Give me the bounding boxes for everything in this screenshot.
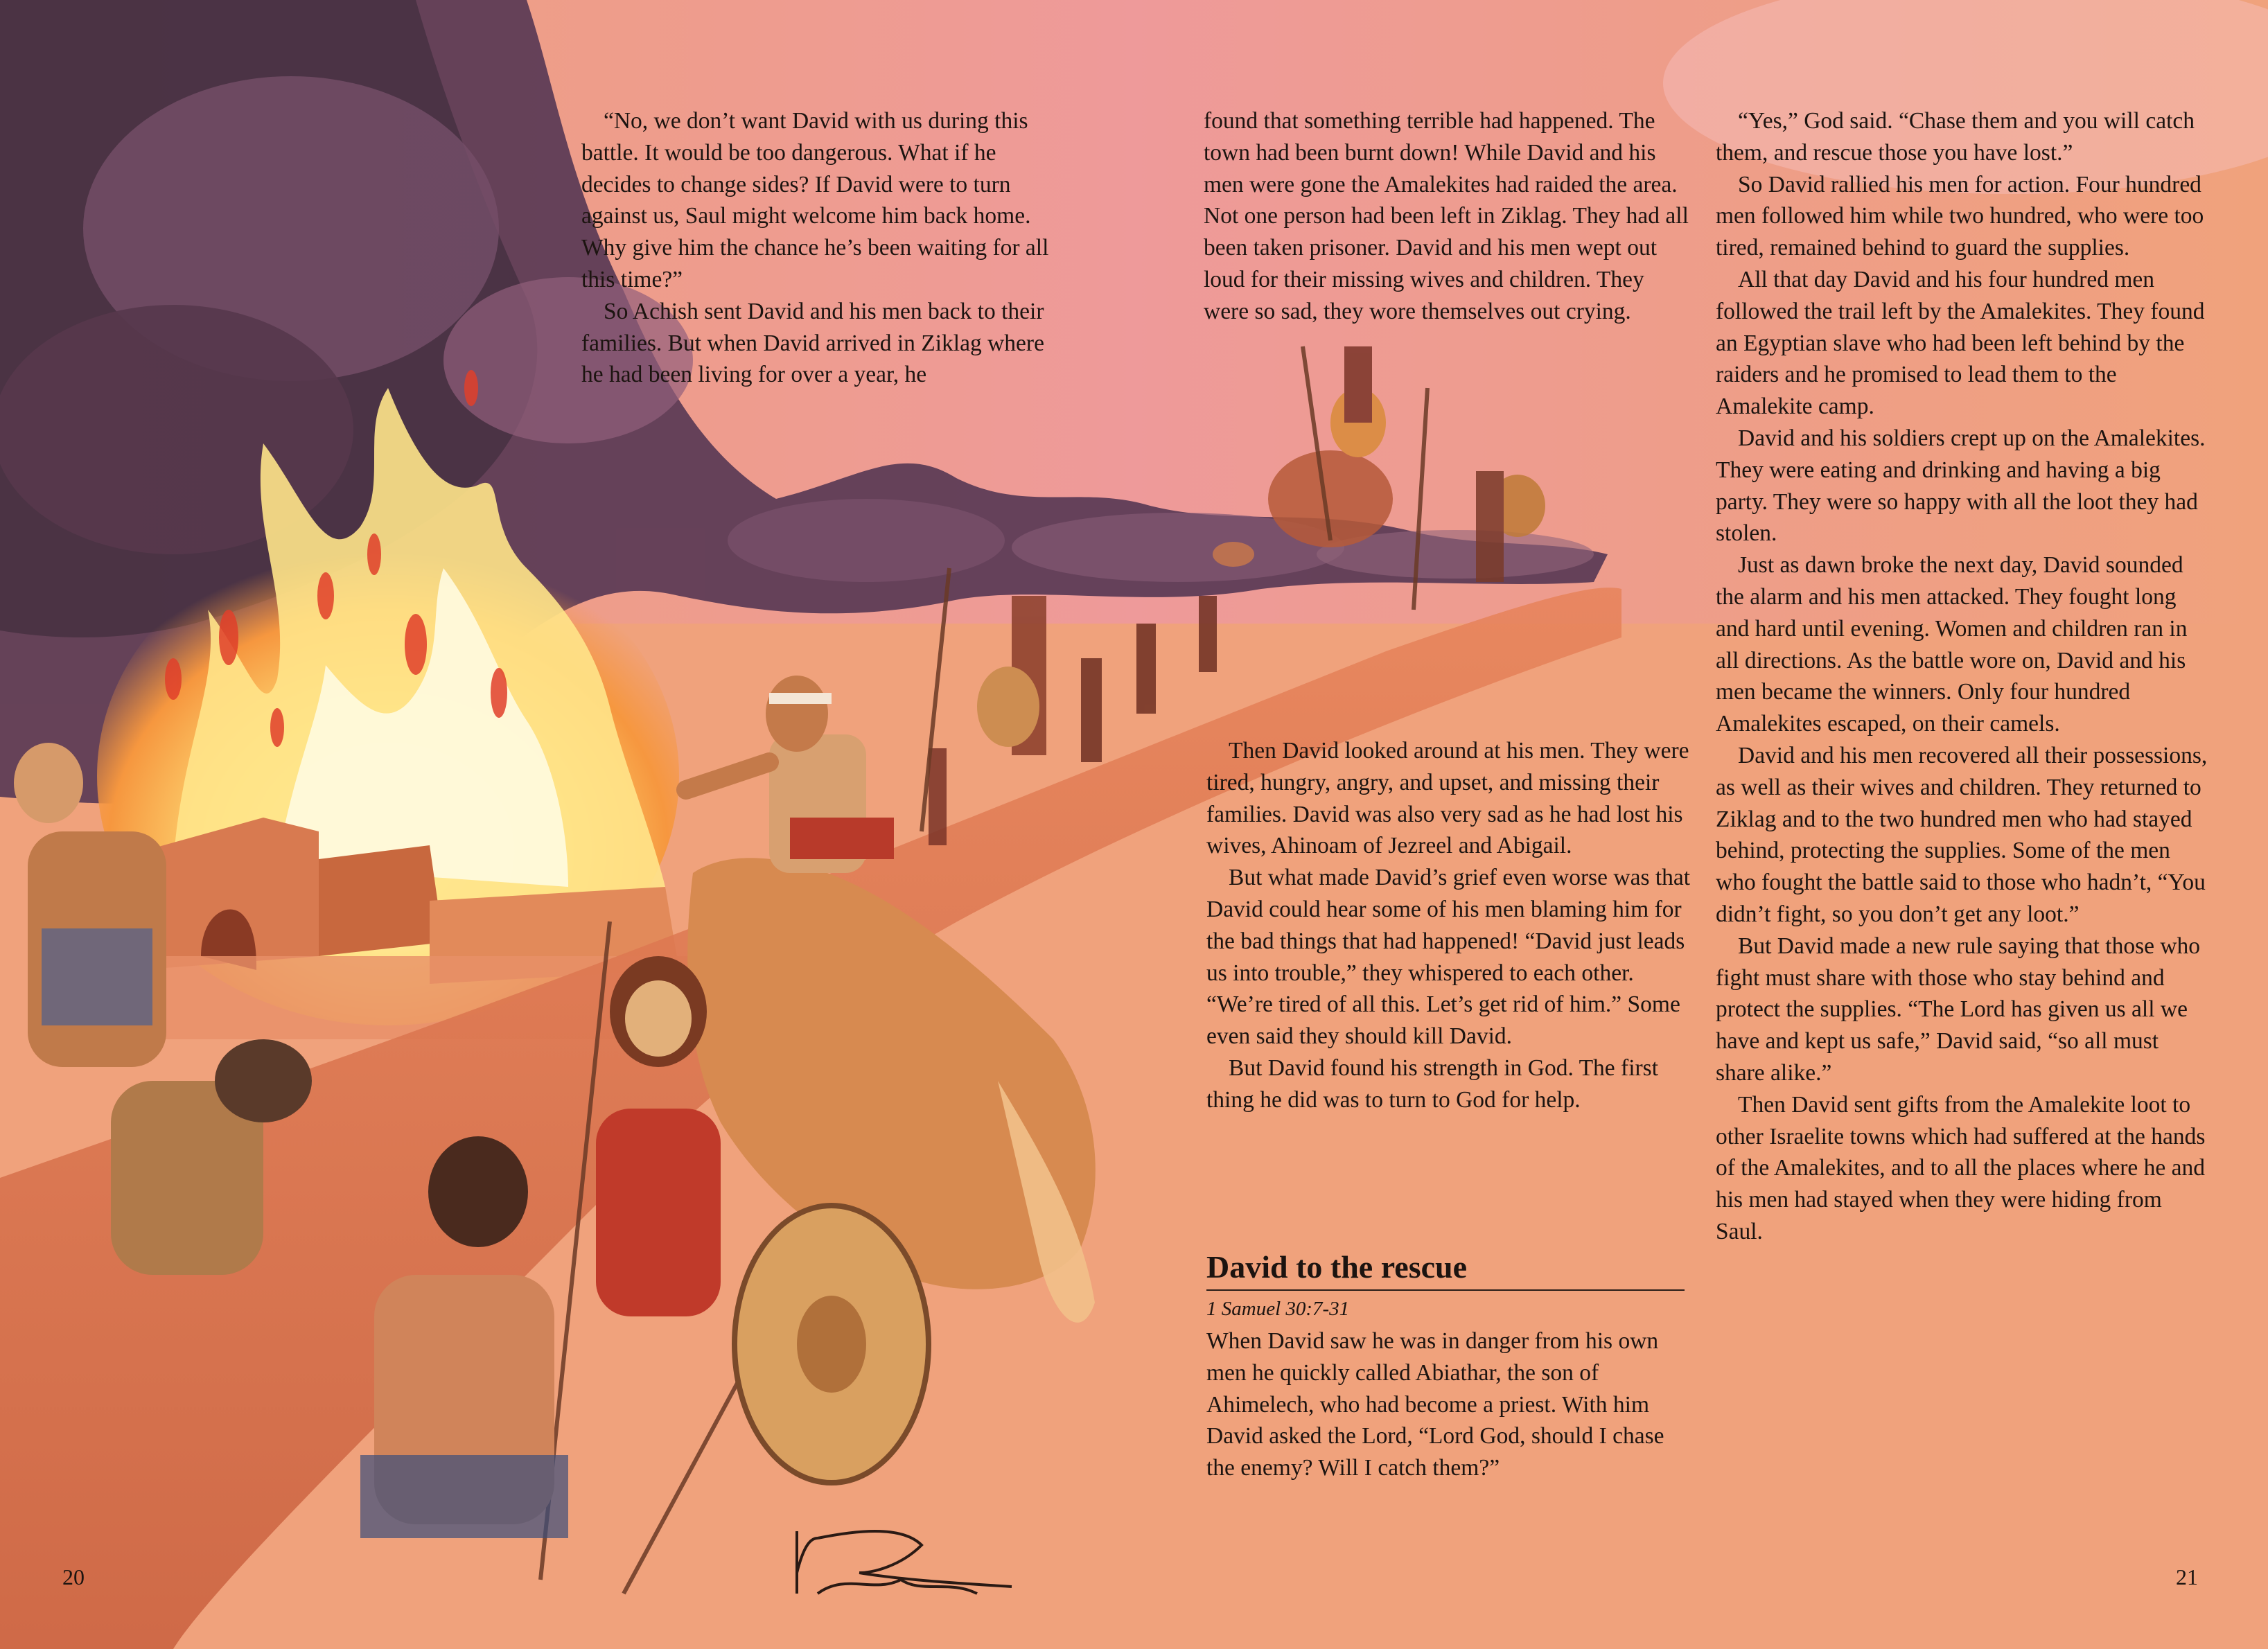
right-page-right-column — [1716, 105, 2209, 1248]
paragraph: So David rallied his men for action. Four hundred men followed him while two hundred, who were too tired, remained behind to guard the supplies. — [1716, 171, 2204, 261]
rider-on-horse — [686, 676, 1096, 1323]
left-page-column — [581, 105, 1066, 391]
paragraph: Then David looked around at his men. They were tired, hungry, angry, and upset, and missing their families. David was also very sad as he had lost his wives, Ahinoam of Jezreel and Abigail. — [1206, 738, 1689, 859]
paragraph: But David found his strength in God. The first thing he did was to turn to God for help. — [1206, 1055, 1659, 1113]
signature-logo — [797, 1531, 1012, 1594]
section-heading: David to the rescue — [1206, 1246, 1685, 1291]
page-number-right: 21 — [2176, 1564, 2198, 1589]
paragraph: All that day David and his four hundred men followed the trail left by the Amalekites. They found an Egyptian slave who had been left behind by the raiders and he promised to lead them to the Amalekite camp. — [1716, 266, 2205, 420]
rescue-section — [1206, 1246, 1685, 1484]
paragraph: found that something terrible had happened. The town had been burnt down! While David and his men were gone the Amalekites had raided the area. Not one person had been left in Ziklag. They had all been taken prisoner. David and his men wept out loud for their missing wives and children. They were so sad, they wore themselves out crying. — [1204, 108, 1689, 324]
paragraph: Then David sent gifts from the Amalekite loot to other Israelite towns which had suffered at the hands of the Amalekites, and to all the places where he and his men had stayed when they were hiding from Saul. — [1716, 1091, 2206, 1244]
paragraph: So Achish sent David and his men back to their families. But when David arrived in Ziklag where he had been living for over a year, he — [581, 298, 1044, 388]
paragraph: David and his men recovered all their possessions, as well as their wives and children. They returned to Ziklag and to the two hundred men who had stayed behind, protecting the supplies. Some of the men who fought the battle said to those who hadn’t, “You didn’t fight, so you don’t get any loot.” — [1716, 742, 2208, 927]
page-number-left: 20 — [62, 1564, 85, 1589]
right-page-middle-column-top — [1204, 105, 1689, 328]
scripture-reference: 1 Samuel 30:7-31 — [1206, 1298, 1350, 1320]
paragraph: David and his soldiers crept up on the Amalekites. They were eating and drinking and having a big party. They were so happy with all the loot they had stolen. — [1716, 425, 2206, 547]
paragraph: “No, we don’t want David with us during this battle. It would be too dangerous. What if he decides to change sides? If David were to turn against us, Saul might welcome him back home. Why give him the chance he’s been waiting for all this time?” — [581, 108, 1049, 292]
section-body: When David saw he was in danger from his own men he quickly called Abiathar, the son of Ahimelech, who had become a priest. With him David asked the Lord, “Lord God, should I chase the enemy? Will I catch them?” — [1206, 1328, 1664, 1481]
paragraph: Just as dawn broke the next day, David sounded the alarm and his men attacked. They fought long and hard until evening. Women and children ran in all directions. As the battle wore on, David and his men became the winners. Only four hundred Amalekites escaped, on their camels. — [1716, 552, 2188, 737]
paragraph: But what made David’s grief even worse was that David could hear some of his men blaming him for the bad things that had happened! “David just leads us into trouble,” they whispered to each other. “We’re tired of all this. Let’s get rid of him.” Some even said they should kill David. — [1206, 865, 1691, 1050]
paragraph: But David made a new rule saying that those who fight must share with those who stay behind and protect the supplies. “The Lord has given us all we have and kept us safe,” David said, “so all must share alike.” — [1716, 933, 2201, 1086]
paragraph: “Yes,” God said. “Chase them and you will catch them, and rescue those you have lost.” — [1716, 108, 2195, 166]
right-page-middle-column-bottom — [1206, 735, 1691, 1116]
